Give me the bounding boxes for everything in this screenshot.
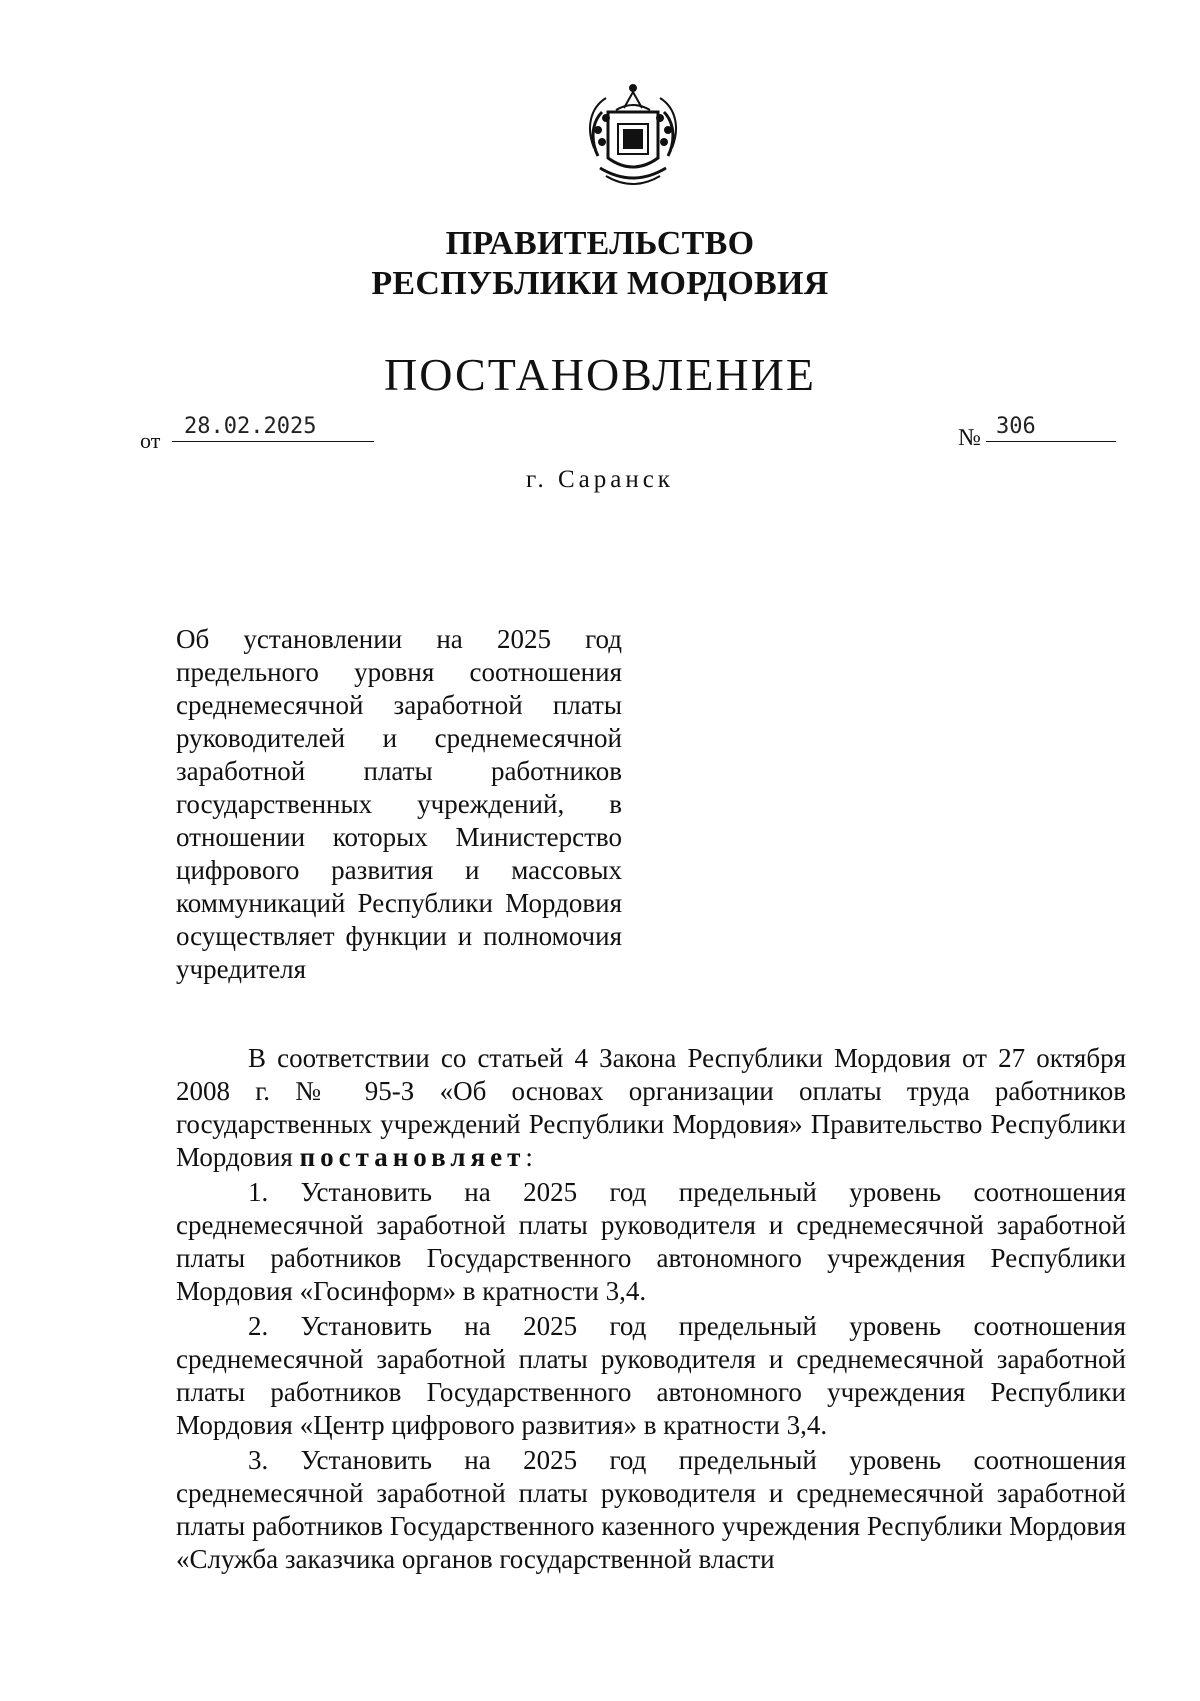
item-2: 2. Установить на 2025 год предельный уровень соотношения среднемесячной заработной платы руководителя и среднемесячной заработной платы работников Государственного автономного учреждения Республики Мордовия «Центр цифрового развития» в кратности 3,4. [176,1311,1126,1440]
document-number: 306 [986,412,1116,442]
document-date: 28.02.2025 [172,412,374,442]
preamble-colon: : [525,1142,533,1172]
issue-city: г. Саранск [526,466,674,493]
coat-of-arms-emblem [580,78,686,196]
item-1: 1. Установить на 2025 год предельный уровень соотношения среднемесячной заработной платы руководителя и среднемесячной заработной платы работников Государственного автономного учреждения Республики Мордовия «Госинформ» в кратности 3,4. [176,1177,1126,1306]
document-type-title: ПОСТАНОВЛЕНИЕ [384,349,816,400]
resolves-word: постановляет [299,1142,526,1172]
document-subject: Об установлении на 2025 год предельного уровня соотношения среднемесячной заработной платы руководителей и среднемесячной заработной платы работников государственных учреждений, в отношении которых Министерство цифрового развития и массовых коммуникаций Республики Мордовия осуществляет функции и полномочия учредителя [176,624,622,984]
preamble-paragraph [176,1042,1126,1174]
document-body [176,1042,1126,1576]
preamble-text: В соответствии со статьей 4 Закона Республики Мордовия от 27 октября 2008 г. № 95-З «Об основах организации оплаты труда работников государственных учреждений Республики Мордовия» Правительство Республики Мордовия [176,1043,1126,1172]
organization-name-line1: ПРАВИТЕЛЬСТВО [445,225,755,262]
date-prefix: от [140,428,161,453]
item-3: 3. Установить на 2025 год предельный уровень соотношения среднемесячной заработной платы руководителя и среднемесячной заработной платы работников Государственного казенного учреждения Республики Мордовия «Служба заказчика органов государственной власти [176,1445,1126,1574]
number-prefix: № [958,425,981,451]
organization-name-line2: РЕСПУБЛИКИ МОРДОВИЯ [371,265,829,302]
